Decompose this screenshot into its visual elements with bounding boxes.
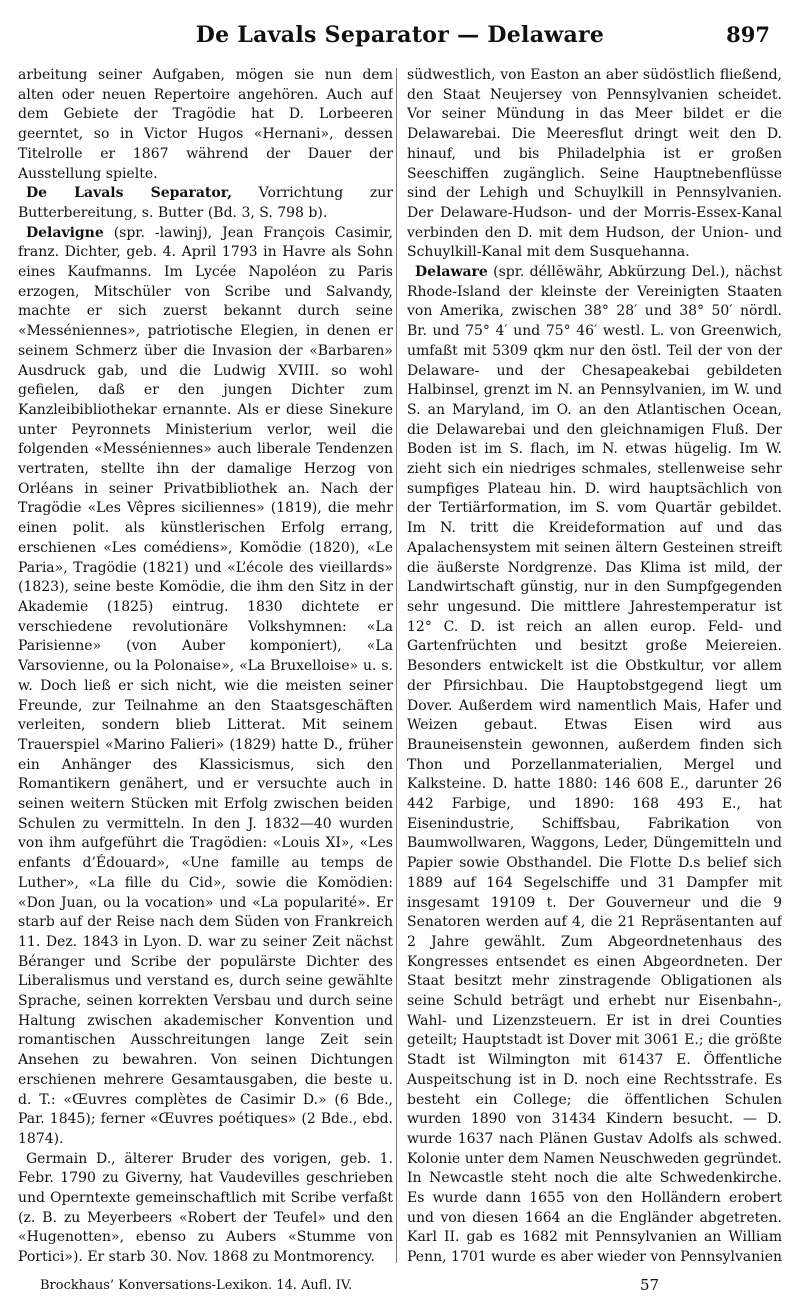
left-column (18, 66, 393, 1266)
paragraph (407, 66, 782, 263)
entry-text: (spr. -lawinj), Jean François Casimir, franz. Dichter, geb. 4. April 1793 in Havre als Sohn eines Kaufmanns. Im Lycée Napoléon zu Paris erzogen, Mitschüler von Scribe und Salvandy, machte er sich zuerst bekannt durch seine «Messéniennes», patriotische Elegien, in denen er seinem Schmerz über die Invasion der «Barbaren» Ausdruck gab, und die Ludwig XVIII. so wohl gefielen, daß er den jungen Dichter zum Kanzleibibliothekar ernannte. Als er diese Sinekure unter Peyronnets Ministerium verlor, weil die folgenden «Messéniennes» auch liberale Tendenzen vertraten, stellte ihn der damalige Herzog von Orléans in seiner Privatbibliothek an. Nach der Tragödie «Les Vêpres siciliennes» (1819), die mehr einen polit. als künstlerischen Erfolg errang, erschienen «Les comédiens», Komödie (1820), «Le Paria», Tragödie (1821) und «L’école des vieillards» (1823), seine beste Komödie, die ihm den Sitz in der Akademie (1825) eintrug. 1830 dichtete er verschiedene revolutionäre Volkshymnen: «La Parisienne» (von Auber komponiert), «La Varsovienne, ou la Polonaise», «La Bruxelloise» u. s. w. Doch ließ er sich nicht, wie die meisten seiner Freunde, zur Teilnahme an den Staatsgeschäften verleiten, sondern blieb Litterat. Mit seinem Trauerspiel «Marino Falieri» (1829) hatte D., früher ein Anhänger des Klassicismus, sich den Romantikern genähert, und er versuchte auch in seinen weitern Stücken mit Erfolg zwischen beiden Schulen zu vermitteln. In den J. 1832—40 wurden von ihm aufgeführt die Tragödien: «Louis XI», «Les enfants d’Édouard», «Une famille au temps de Luther», «La fille du Cid», sowie die Komödien: «Don Juan, ou la vocation» und «La popularité». Er starb auf der Reise nach dem Süden von Frankreich 11. Dez. 1843 in Lyon. D. war zu seiner Zeit nächst Béranger und Scribe der populärste Dichter des Liberalismus und verstand es, durch seine gewählte Sprache, seinen korrekten Versbau und durch seine Haltung zwischen akademischer Konvention und romantischen Ausschreitungen lange Zeit sein Ansehen zu bewahren. Von seinen Dichtungen erschienen mehrere Gesamtausgaben, die beste u. d. T.: «Œuvres complètes de Casimir D.» (6 Bde., Par. 1845); ferner «Œuvres poétiques» (2 Bde., ebd. 1874). (18, 224, 393, 1147)
page-footer (0, 1272, 800, 1302)
column-divider (396, 68, 397, 1263)
entry-delavigne (18, 224, 393, 1150)
running-head-title: De Lavals Separator — Delaware (195, 22, 605, 48)
entry-text: Germain D., älterer Bruder des vorigen, geb. 1. Febr. 1790 zu Giverny, hat Vaudevilles geschrieben und Operntexte gemeinschaftlich mit Scribe verfaßt (z. B. zu Meyerbeers «Robert der Teufel» und den «Hugenotten», ebenso zu Aubers «Stumme von Portici»). Er starb 30. Nov. 1868 zu Montmorency. (18, 1150, 393, 1266)
entry-delaware-state (407, 263, 782, 1266)
page-header (0, 0, 800, 60)
entry-de-lavals-separator (18, 184, 393, 223)
sheet-signature: 57 (640, 1276, 660, 1294)
right-column (407, 66, 782, 1266)
footer-imprint: Brockhaus’ Konversations-Lexikon. 14. Aufl. IV. (40, 1278, 353, 1293)
paragraph-text: arbeitung seiner Aufgaben, mögen sie nun dem alten oder neuen Repertoire angehören. Auch auf dem Gebiete der Tragödie hat D. Lorbeeren geerntet, so in Victor Hugos «Hernani», dessen Titelrolle er 1867 während der Dauer der Ausstellung spielte. (18, 67, 393, 182)
entry-headword: De Lavals Separator, (26, 185, 232, 202)
page-number: 897 (726, 22, 770, 47)
paragraph (18, 66, 393, 184)
entry-text: Vorrichtung zur Butterbereitung, s. Butter (Bd. 3, S. 798 b). (18, 185, 393, 221)
entry-germain-delavigne (18, 1150, 393, 1266)
paragraph-text: südwestlich, von Easton an aber südöstlich fließend, den Staat Neujersey von Pennsylvanien scheidet. Vor seiner Mündung in das Meer bildet er die Delawarebai. Die Meeresflut dringt weit den D. hinauf, und bis Philadelphia ist er großen Seeschiffen zugänglich. Seine Hauptnebenflüsse sind der Lehigh und Schuylkill in Pennsylvanien. Der Delaware-Hudson- und der Morris-Essex-Kanal verbinden den D. mit dem Hudson, der Union- und Schuylkill-Kanal mit dem Susquehanna. (407, 67, 782, 261)
entry-headword: Delaware (415, 264, 488, 281)
entry-headword: Delavigne (26, 224, 104, 241)
entry-text: (spr. déllĕwähr, Abkürzung Del.), nächst Rhode-Island der kleinste der Vereinigten Staaten von Amerika, zwischen 38° 28′ und 38° 50′ nördl. Br. und 75° 4′ und 75° 46′ westl. L. von Greenwich, umfaßt mit 5309 qkm nur den östl. Teil der von der Delaware- und der Chesapeakebai gebildeten Halbinsel, grenzt im N. an Pennsylvanien, im W. und S. an Maryland, im O. an den Atlantischen Ocean, die Delawarebai und den gleichnamigen Fluß. Der Boden ist im S. flach, im N. etwas hügelig. Im W. zieht sich ein niedriges schmales, stellenweise sehr sumpfiges Plateau hin. D. wird hauptsächlich von der Tertiärformation, im S. vom Quartär gebildet. Im N. tritt die Kreideformation auf und das Apalachensystem mit seinen ältern Gesteinen streift die äußerste Nordgrenze. Das Klima ist mild, der Landwirtschaft günstig, nur in den Sumpfgegenden sehr ungesund. Die mittlere Jahrestemperatur ist 12° C. D. ist reich an allen europ. Feld- und Gartenfrüchten und besitzt große Meiereien. Besonders entwickelt ist die Obstkultur, vor allem der Pfirsichbau. Die Hauptobstgegend liegt um Dover. Außerdem wird namentlich Mais, Hafer und Weizen gebaut. Etwas Eisen wird aus Brauneisenstein gewonnen, außerdem finden sich Thon und Porzellanmaterialien, Mergel und Kalksteine. D. hatte 1880: 146 608 E., darunter 26 442 Farbige, und 1890: 168 493 E., hat Eisenindustrie, Schiffsbau, Fabrikation von Baumwollwaren, Waggons, Leder, Düngemitteln und Papier sowie Obsthandel. Die Flotte D.s belief sich 1889 auf 164 Segelschiffe und 31 Dampfer mit insgesamt 19109 t. Der Gouverneur und die 9 Senatoren werden auf 4, die 21 Repräsentanten auf 2 Jahre gewählt. Zum Abgeordnetenhaus des Kongresses entsendet es einen Abgeordneten. Der Staat besitzt mehr zinstragende Obligationen als seine Schuld beträgt und erhebt nur Eisenbahn-, Wahl- und Lizenzsteuern. Er ist in drei Counties geteilt; Hauptstadt ist Dover mit 3061 E.; die größte Stadt ist Wilmington mit 61437 E. Öffentliche Auspeitschung ist in D. noch eine Rechtsstrafe. Es besteht ein College; die öffentlichen Schulen wurden 1890 von 31434 Kindern besucht. — D. wurde 1637 nach Plänen Gustav Adolfs als schwed. Kolonie unter dem Namen Neuschweden gegründet. In Newcastle steht noch die alte Schwedenkirche. Es wurde dann 1655 von den Holländern erobert und von diesen 1664 an die Engländer abgetreten. Karl II. gab es 1682 mit Pennsylvanien an William Penn, 1701 wurde es aber wieder von Pennsylvanien (407, 264, 782, 1266)
